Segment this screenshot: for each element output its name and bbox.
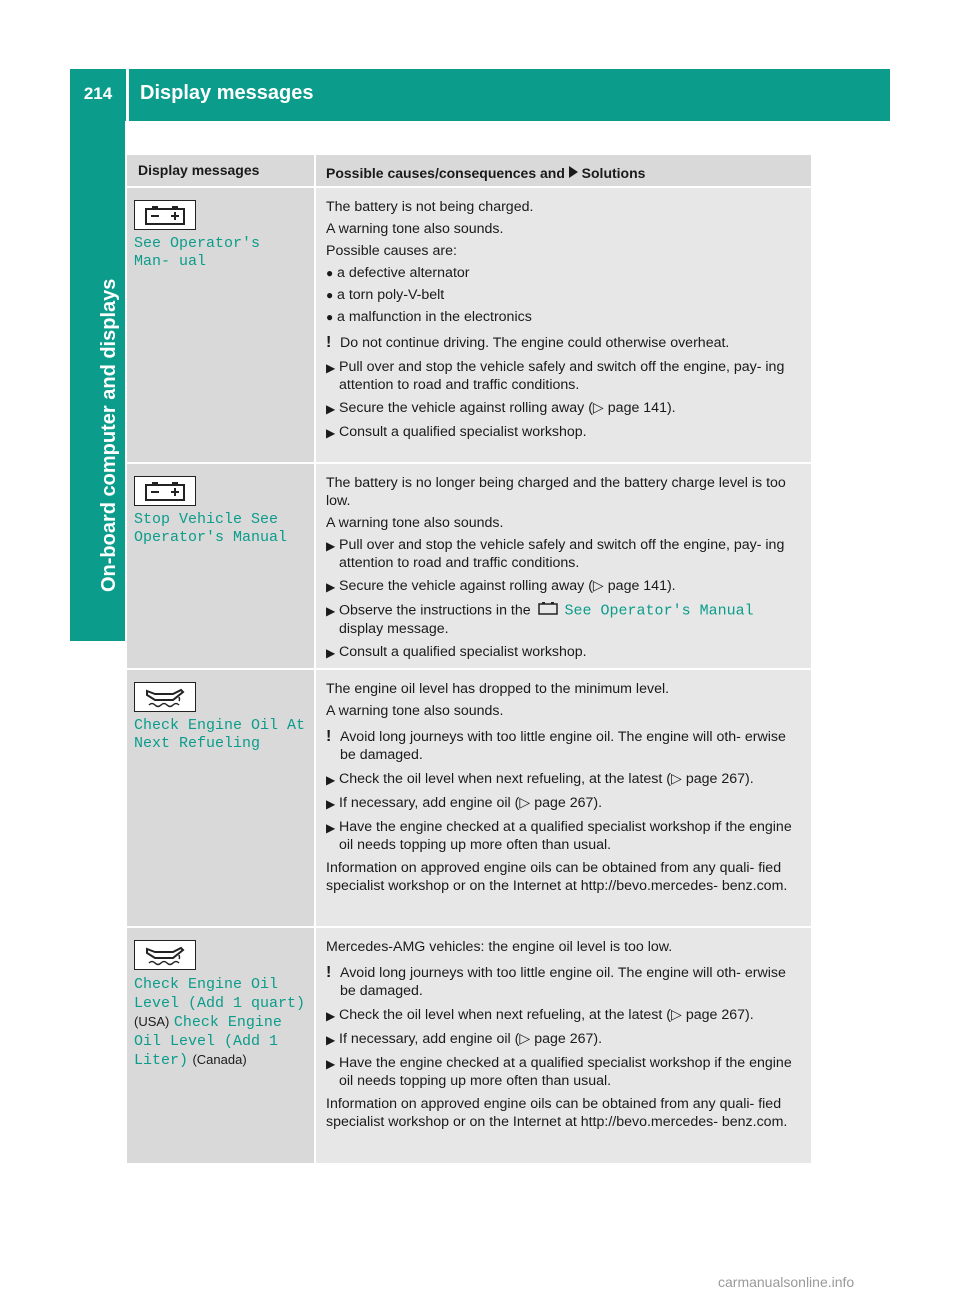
table-row	[127, 188, 811, 464]
warning-note: ! Avoid long journeys with too little engine oil. The engine will oth- erwise be damaged.	[326, 728, 786, 763]
cause-cell	[314, 670, 811, 926]
display-message: See Operator's Man‐ ual	[134, 235, 261, 270]
solution-step: ▶ Pull over and stop the vehicle safely and switch off the engine, pay- ing attention to road and traffic conditions.	[326, 537, 785, 571]
page-title: Display messages	[140, 82, 314, 104]
warning-icon: !	[326, 728, 332, 745]
cause-text: A warning tone also sounds.	[326, 515, 504, 531]
display-message-group	[134, 975, 309, 1070]
cause-text: A warning tone also sounds.	[326, 703, 504, 719]
oil-can-icon	[134, 940, 196, 970]
solution-step: ▶ Secure the vehicle against rolling away (▷ page 141).	[326, 400, 676, 416]
solution-step: ▶ If necessary, add engine oil (▷ page 267).	[326, 1031, 603, 1047]
warning-note: ! Avoid long journeys with too little engine oil. The engine will oth- erwise be damaged.	[326, 964, 786, 999]
solution-step: ▶ Have the engine checked at a qualified specialist workshop if the engine oil needs topping up more often than usual.	[326, 1055, 792, 1089]
table-row	[127, 928, 811, 1165]
display-message: Stop Vehicle See Operator's Manual	[134, 511, 288, 546]
warning-icon: !	[326, 334, 332, 351]
message-cell	[127, 670, 314, 926]
warning-note: ! Do not continue driving. The engine could otherwise overheat.	[326, 334, 730, 351]
list-item: ● a torn poly-V-belt	[326, 287, 445, 303]
solution-arrow-icon	[569, 166, 578, 178]
message-cell	[127, 464, 314, 668]
cause-text: The engine oil level has dropped to the minimum level.	[326, 681, 670, 697]
info-text: Information on approved engine oils can be obtained from any quali- fied specialist workshop or on the Internet at http://bevo.mercedes- benz.com.	[326, 1096, 788, 1130]
list-item: ● a defective alternator	[326, 265, 470, 281]
table-header	[127, 155, 811, 188]
solution-step: ▶ Observe the instructions in the See Operator's Manual display message.	[326, 602, 754, 638]
column-header-solutions-text: Solutions	[581, 165, 646, 181]
display-message: Check Engine Oil At Next Refueling	[134, 717, 306, 752]
solution-step: ▶ Secure the vehicle against rolling away (▷ page 141).	[326, 578, 676, 594]
region-label-usa: (USA)	[134, 1014, 170, 1029]
battery-icon	[538, 601, 558, 620]
list-item: ● a malfunction in the electronics	[326, 309, 532, 325]
solution-step: ▶ Consult a qualified specialist workshop.	[326, 424, 587, 440]
solution-step: ▶ Check the oil level when next refueling, at the latest (▷ page 267).	[326, 1007, 754, 1023]
header-divider	[126, 69, 129, 121]
cause-cell	[314, 188, 811, 462]
cause-text: The battery is no longer being charged and the battery charge level is too low.	[326, 475, 786, 509]
cause-text: A warning tone also sounds.	[326, 221, 504, 237]
solution-step: ▶ Pull over and stop the vehicle safely and switch off the engine, pay- ing attention to road and traffic conditions.	[326, 359, 785, 393]
column-header-messages: Display messages	[138, 162, 260, 178]
battery-icon	[134, 476, 196, 506]
column-header-causes-text: Possible causes/consequences and	[326, 165, 565, 181]
warning-icon: !	[326, 964, 332, 981]
battery-icon	[134, 200, 196, 230]
info-text: Information on approved engine oils can be obtained from any quali- fied specialist workshop or on the Internet at http://bevo.mercedes- benz.com.	[326, 860, 788, 894]
cause-text: The battery is not being charged.	[326, 199, 534, 215]
column-header-causes	[314, 155, 811, 186]
cause-cell	[314, 464, 811, 668]
solution-step: ▶ Have the engine checked at a qualified specialist workshop if the engine oil needs topping up more often than usual.	[326, 819, 792, 853]
cause-text: Mercedes-AMG vehicles: the engine oil level is too low.	[326, 939, 673, 955]
table-row	[127, 464, 811, 670]
cause-text: Possible causes are:	[326, 243, 457, 259]
solution-step: ▶ Check the oil level when next refueling, at the latest (▷ page 267).	[326, 771, 754, 787]
table-row	[127, 670, 811, 928]
display-message-ref: See Operator's Manual	[564, 602, 754, 620]
page-number: 214	[83, 84, 113, 103]
side-tab-label: On-board computer and displays	[98, 278, 120, 592]
solution-step: ▶ If necessary, add engine oil (▷ page 267).	[326, 795, 603, 811]
message-cell	[127, 188, 314, 462]
display-message-canada: Check Engine Oil Level (Add 1 Liter)	[134, 1014, 282, 1069]
oil-can-icon	[134, 682, 196, 712]
solution-step: ▶ Consult a qualified specialist workshop.	[326, 644, 587, 661]
region-label-canada: (Canada)	[192, 1052, 247, 1067]
display-messages-table	[127, 155, 811, 1165]
watermark: carmanualsonline.info	[718, 1274, 855, 1290]
cause-cell	[314, 928, 811, 1163]
message-cell	[127, 928, 314, 1163]
display-message-usa: Check Engine Oil Level (Add 1 quart)	[134, 976, 306, 1012]
